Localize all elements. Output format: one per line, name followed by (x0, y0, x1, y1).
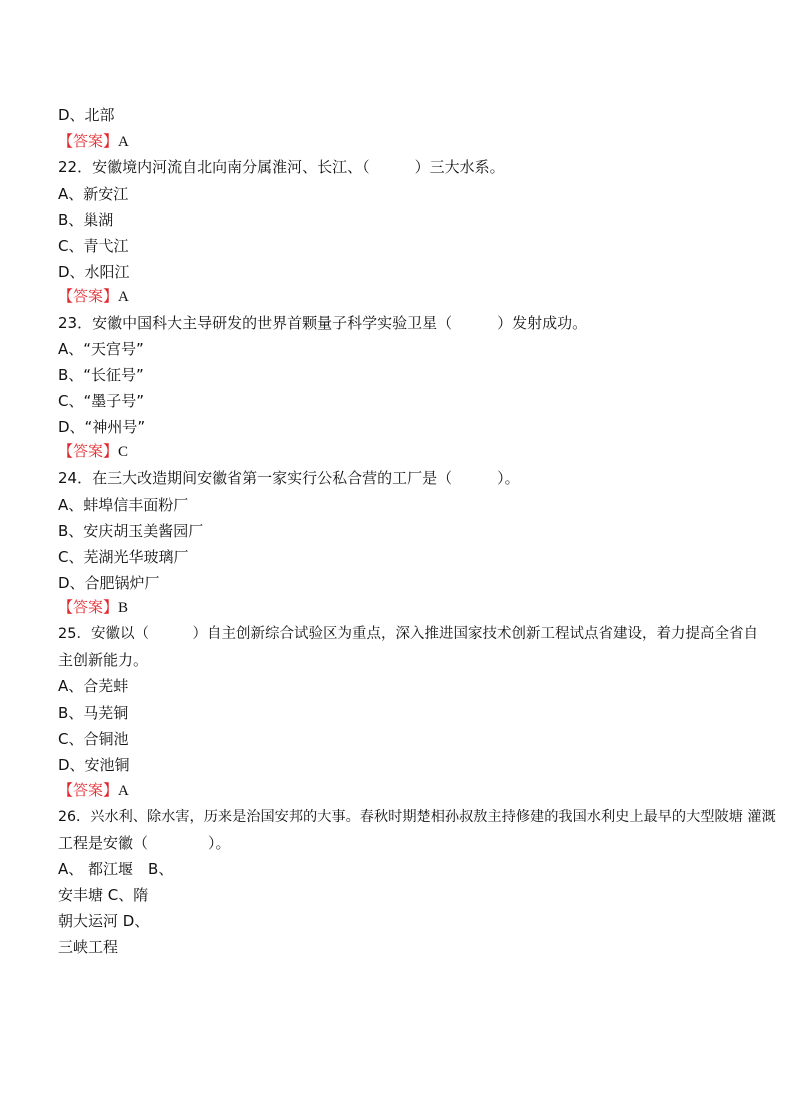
answer-label: 【答案】 (58, 442, 119, 460)
answer-label: 【答案】 (58, 132, 119, 150)
q26-options-line3: 朝大运河 D、 (58, 912, 150, 930)
q25-stem-line1: 25．安徽以（ ）自主创新综合试验区为重点，深入推进国家技术创新工程试点省建设，着力提高全省自 (58, 626, 758, 642)
q21-answer (58, 131, 129, 152)
answer-value: A (118, 134, 129, 150)
answer-label: 【答案】 (58, 598, 119, 616)
q24-option-d: D、合肥锅炉厂 (58, 574, 160, 592)
q25-option-a: A、合芜蚌 (58, 677, 129, 695)
answer-label: 【答案】 (58, 781, 119, 799)
q25-option-b: B、马芜铜 (58, 704, 129, 722)
q24-option-c: C、芜湖光华玻璃厂 (58, 548, 189, 566)
q21-option-d: D、北部 (58, 106, 115, 124)
q22-option-a: A、新安江 (58, 185, 129, 203)
q26-options-line1: A、 都江堰 B、 (58, 860, 174, 878)
answer-label: 【答案】 (58, 287, 119, 305)
q22-option-b: B、巢湖 (58, 211, 114, 229)
q23-stem: 23．安徽中国科大主导研发的世界首颗量子科学实验卫星（ ）发射成功。 (58, 314, 588, 332)
q23-option-c: C、“墨子号” (58, 392, 145, 410)
q22-answer (58, 286, 129, 307)
q26-options-line2: 安丰塘 C、隋 (58, 886, 149, 904)
q22-option-d: D、水阳江 (58, 263, 130, 281)
q24-option-b: B、安庆胡玉美酱园厂 (58, 522, 204, 540)
q22-option-c: C、青弋江 (58, 237, 129, 255)
q25-option-c: C、合铜池 (58, 730, 129, 748)
q22-stem: 22．安徽境内河流自北向南分属淮河、长江、（ ）三大水系。 (58, 158, 505, 176)
q23-option-b: B、“长征号” (58, 366, 144, 384)
q24-option-a: A、蚌埠信丰面粉厂 (58, 496, 189, 514)
q24-answer (58, 597, 128, 618)
q25-answer (58, 780, 129, 801)
q25-stem-line2: 主创新能力。 (58, 651, 149, 669)
answer-value: B (118, 600, 129, 616)
q24-stem: 24．在三大改造期间安徽省第一家实行公私合营的工厂是（ ）。 (58, 469, 520, 487)
q26-stem-line1: 26．兴水利、除水害，历来是治国安邦的大事。春秋时期楚相孙叔敖主持修建的我国水利史上最早的大型陂塘 灌溉 (58, 809, 776, 825)
answer-value: C (118, 444, 129, 460)
q23-answer (58, 441, 128, 462)
q26-stem-line2: 工程是安徽（ ）。 (58, 834, 231, 852)
answer-value: A (118, 289, 129, 305)
q25-option-d: D、安池铜 (58, 756, 130, 774)
answer-value: A (118, 783, 129, 799)
q26-options-line4: 三峡工程 (58, 938, 119, 956)
q23-option-d: D、“神州号” (58, 418, 146, 436)
q23-option-a: A、“天宫号” (58, 340, 144, 358)
